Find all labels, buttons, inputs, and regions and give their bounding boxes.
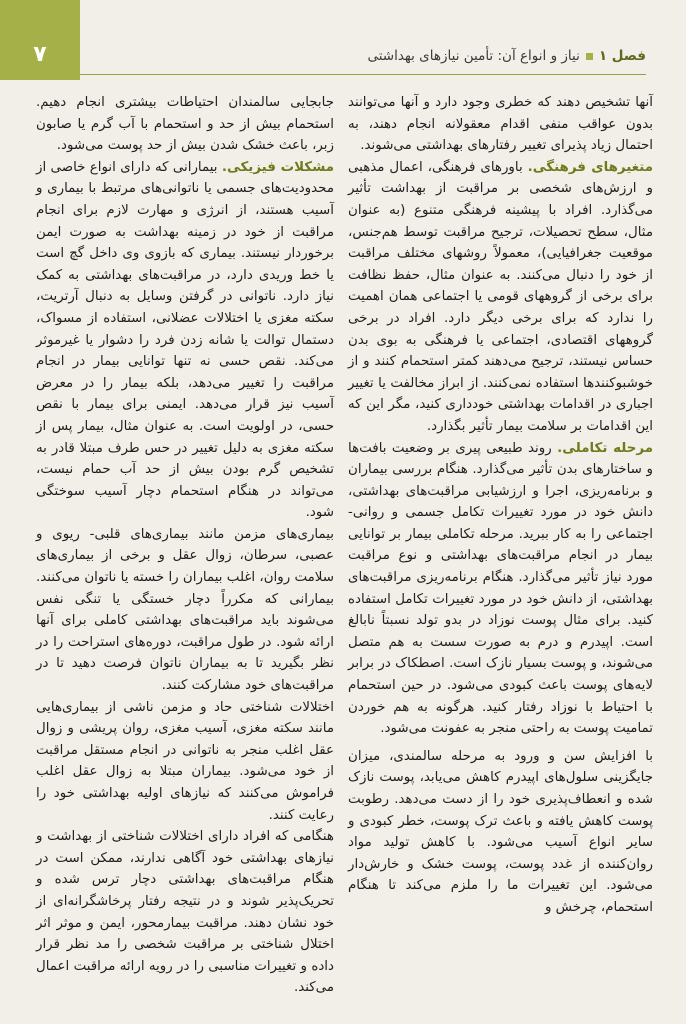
square-bullet-icon	[586, 53, 593, 60]
page-header	[0, 0, 686, 80]
page-number-tab	[0, 0, 80, 80]
section-heading: متغیرهای فرهنگی.	[527, 159, 653, 175]
paragraph	[348, 157, 653, 438]
paragraph: بیماری‌های مزمن مانند بیماری‌های قلبی- ریوی و عصبی، سرطان، زوال عقل و برخی از بیماری‌های سلامت روان، اغلب بیماران را خسته یا ناتوان می‌کنند. بیمارانی که مکرراً دچار خستگی یا تنگی نفس می‌شوند باید مراقبت‌های بهداشتی کاملی برای آنها ارائه شود. در طول مراقبت، دوره‌های استراحت را در نظر بگیرید تا به بیماران ناتوان فرصت دهید تا در مراقبت‌های خود مشارکت کنند.	[36, 526, 334, 694]
page-number: ۷	[33, 42, 47, 67]
paragraph-text: بیمارانی که دارای انواع خاصی از محدودیت‌های جسمی یا ناتوانی‌های مرتبط با بیماری و آسیب هستند، از انرژی و مهارت لازم برای انجام مراقبت از خود در زمینه بهداشت به صورت ایمن برخوردار نیستند. بیماری که بازوی وی داخل گچ است یا خط وریدی دارد، در مراقبت‌های بهداشتی به کمک نیاز دارد. ناتوانی در گرفتن وسایل به دنبال آرتریت، سکته مغزی یا اختلالات عضلانی، استفاده از مسواک، دستمال توالت یا شانه زدن فرد را دشوار یا غیرموثر می‌کند. نقص حسی نه تنها توانایی بیمار در انجام مراقبت را تغییر می‌دهد، بلکه بیمار را در معرض آسیب نیز قرار می‌دهد. ایمنی برای بیمار با نقص حسی، در اولویت است. به عنوان مثال، بیمار پس از سکته مغزی به دلیل تغییر در حس طرف مبتلا قادر به تشخیص گرم بودن بیش از حد آب حمام نیست، می‌تواند در هنگام استحمام دچار آسیب سوختگی شود.	[36, 159, 334, 521]
chapter-title: نیاز و انواع آن: تأمین نیازهای بهداشتی	[367, 48, 580, 64]
paragraph: هنگامی که افراد دارای اختلالات شناختی از بهداشت و نیازهای بهداشتی خود آگاهی ندارند، ممکن است در هنگام مراقبت‌های بهداشتی دچار ترس شده و تحریک‌پذیر شوند و در نتیجه رفتار پرخاشگرانه‌ای از خود نشان دهند. مراقبت بیمارمحور، ایمن و موثر اثر اختلال شناختی بر مراقبت شخصی را مد نظر قرار داده و تغییرات مناسبی را در رویه ارائه مراقبت اعمال می‌کند.	[36, 829, 334, 996]
running-header	[367, 48, 646, 64]
paragraph: آنها تشخیص دهند که خطری وجود دارد و آنها می‌توانند بدون عواقب منفی اقدام معقولانه انجام دهند، به احتمال زیاد پذیرای تغییر رفتارهای بهداشتی می‌شوند.	[348, 95, 653, 154]
section-heading: مشکلات فیزیکی.	[221, 159, 334, 175]
paragraph-text: باورهای فرهنگی، اعمال مذهبی و ارزش‌های شخصی بر مراقبت از بهداشت تأثیر می‌گذارد. افراد با پیشینه فرهنگی متنوع (به عنوان مثال، سطح تحصیلات، ترجیح مراقبت توسط هم‌جنس، موقعیت جغرافیایی)، معمولاً روشهای مختلف مراقبت از خود را دنبال می‌کنند. به عنوان مثال، حفظ نظافت برای برخی از گروههای قومی یا اجتماعی همان اهمیت را ندارد که برای برخی دیگر دارد. افراد در برخی گروههای اقتصادی، اجتماعی یا فرهنگی به بوی بدن حساس نیستند، ترجیح می‌دهند کمتر استحمام کنند و از خوشبوکنندها استفاده نمی‌کنند. از ابراز مخالفت یا تغییر اجباری در اقدامات بهداشتی خودداری کنید، مگر این که این اقدامات بر سلامت بیمار تأثیر بگذارد.	[348, 159, 653, 434]
chapter-label: فصل ۱	[598, 48, 646, 64]
header-divider	[80, 74, 646, 75]
left-text-column	[36, 92, 334, 999]
paragraph: جابجایی سالمندان احتیاطات بیشتری انجام دهیم. استحمام بیش از حد و استحمام با آب گرم یا صابون زبر، باعث خشک شدن بیش از حد پوست می‌شود.	[36, 95, 334, 154]
paragraph-text: روند طبیعی پیری بر وضعیت بافت‌ها و ساختارهای بدن تأثیر می‌گذارد. هنگام بررسی بیماران و برنامه‌ریزی، اجرا و ارزشیابی مراقبت‌های بهداشتی، دانش خود در مورد تغییرات تکامل جسمی و روانی-اجتماعی را به کار ببرید. مرحله تکاملی بیمار بر توانایی بیمار در انجام مراقبت‌های بهداشتی و نوع مراقبت مورد نیاز تأثیر می‌گذارد. هنگام برنامه‌ریزی مراقبت‌های بهداشتی، از دانش خود در مورد تغییرات تکامل استفاده کنید. برای مثال پوست نوزاد در بدو تولد نسبتاً نابالغ است. اپیدرم و درم به صورت سست به هم متصل می‌شوند، و پوست بسیار نازک است. اصطکاک در برابر لایه‌های پوست باعث کبودی می‌شود. در حین استحمام با احتیاط با نوزاد رفتار کنید. هرگونه به هم خوردن تمامیت پوست به راحتی منجر به عفونت می‌شود.	[348, 440, 653, 737]
paragraph: با افزایش سن و ورود به مرحله سالمندی، میزان جایگزینی سلول‌های اپیدرم کاهش می‌یابد، پوست نازک شده و انعطاف‌پذیری خود را از دست می‌دهد. رطوبت پوست کاهش یافته و باعث ترک پوست، خطر کبودی و سایر انواع آسیب می‌شود. با کاهش تولید مواد روان‌کننده از غدد پوست، پوست خشک و خارش‌دار می‌شود. این تغییرات ما را ملزم می‌کند تا هنگام استحمام، چرخش و	[348, 748, 653, 915]
paragraph	[348, 438, 653, 740]
section-heading: مرحله تکاملی.	[557, 440, 653, 456]
right-text-column	[348, 92, 653, 919]
paragraph: اختلالات شناختی حاد و مزمن ناشی از بیماری‌هایی مانند سکته مغزی، آسیب مغزی، روان پریشی و زوال عقل اغلب منجر به ناتوانی در انجام مستقل مراقبت از خود می‌شود. بیماران مبتلا به زوال عقل اغلب فراموش می‌کنند که نیازهای اولیه بهداشتی خود را رعایت کنند.	[36, 699, 334, 823]
paragraph	[36, 157, 334, 524]
